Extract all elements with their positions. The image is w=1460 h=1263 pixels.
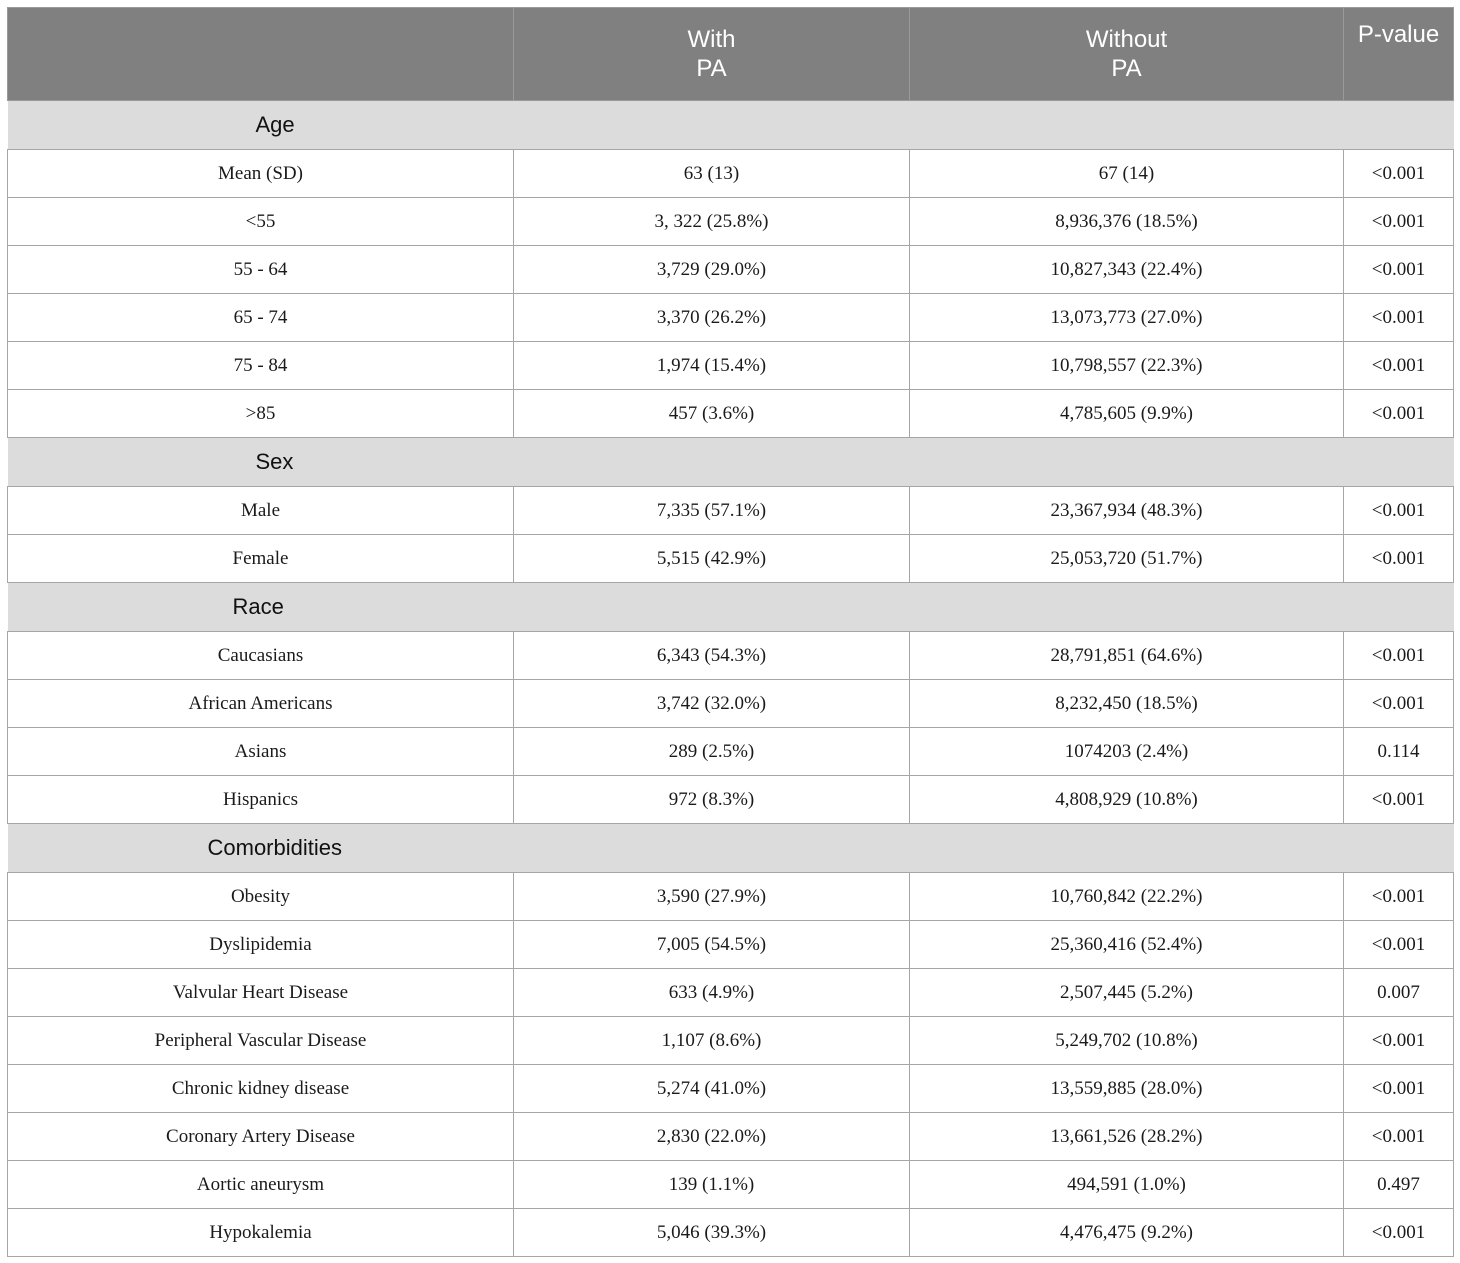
cell-without-pa: 2,507,445 (5.2%): [910, 969, 1344, 1017]
table-row: [8, 873, 1454, 921]
row-label: Coronary Artery Disease: [8, 1113, 514, 1161]
cell-p-value: <0.001: [1344, 632, 1454, 680]
cell-with-pa: 3,590 (27.9%): [514, 873, 910, 921]
row-label: >85: [8, 390, 514, 438]
section-title: Age: [255, 112, 295, 137]
cell-p-value: <0.001: [1344, 342, 1454, 390]
cell-p-value: <0.001: [1344, 390, 1454, 438]
cell-without-pa: 4,808,929 (10.8%): [910, 776, 1344, 824]
section-cell: [8, 101, 1454, 150]
cell-without-pa: 8,232,450 (18.5%): [910, 680, 1344, 728]
cell-with-pa: 6,343 (54.3%): [514, 632, 910, 680]
section-title: Comorbidities: [207, 835, 342, 860]
cell-without-pa: 23,367,934 (48.3%): [910, 487, 1344, 535]
cell-without-pa: 1074203 (2.4%): [910, 728, 1344, 776]
section-title: Race: [232, 594, 284, 619]
cell-with-pa: 63 (13): [514, 150, 910, 198]
table-row: [8, 294, 1454, 342]
cell-with-pa: 1,107 (8.6%): [514, 1017, 910, 1065]
table-row: [8, 1161, 1454, 1209]
table-body: [8, 101, 1454, 1257]
table-row: [8, 728, 1454, 776]
table-row: [8, 246, 1454, 294]
table-row: [8, 1065, 1454, 1113]
header-with-pa-line2: PA: [696, 55, 727, 82]
cell-p-value: <0.001: [1344, 1209, 1454, 1257]
section-cell: [8, 583, 1454, 632]
section-row: [8, 438, 1454, 487]
cell-without-pa: 5,249,702 (10.8%): [910, 1017, 1344, 1065]
cell-p-value: <0.001: [1344, 198, 1454, 246]
row-label: 75 - 84: [8, 342, 514, 390]
row-label: Valvular Heart Disease: [8, 969, 514, 1017]
cell-without-pa: 13,073,773 (27.0%): [910, 294, 1344, 342]
header-without-pa-line2: PA: [1111, 55, 1142, 82]
cell-p-value: <0.001: [1344, 487, 1454, 535]
section-cell: [8, 824, 1454, 873]
cell-with-pa: 633 (4.9%): [514, 969, 910, 1017]
table-row: [8, 390, 1454, 438]
cell-without-pa: 10,798,557 (22.3%): [910, 342, 1344, 390]
section-title: Sex: [255, 449, 294, 474]
cell-without-pa: 67 (14): [910, 150, 1344, 198]
row-label: <55: [8, 198, 514, 246]
cell-without-pa: 25,360,416 (52.4%): [910, 921, 1344, 969]
cell-with-pa: 7,335 (57.1%): [514, 487, 910, 535]
row-label: Aortic aneurysm: [8, 1161, 514, 1209]
cell-p-value: <0.001: [1344, 776, 1454, 824]
cell-with-pa: 139 (1.1%): [514, 1161, 910, 1209]
row-label: Peripheral Vascular Disease: [8, 1017, 514, 1065]
row-label: Male: [8, 487, 514, 535]
cell-p-value: <0.001: [1344, 1113, 1454, 1161]
cell-p-value: <0.001: [1344, 873, 1454, 921]
section-row: [8, 824, 1454, 873]
table-row: [8, 1113, 1454, 1161]
cell-without-pa: 8,936,376 (18.5%): [910, 198, 1344, 246]
header-label-column: [8, 8, 514, 101]
row-label: 55 - 64: [8, 246, 514, 294]
row-label: Hispanics: [8, 776, 514, 824]
cell-without-pa: 4,476,475 (9.2%): [910, 1209, 1344, 1257]
characteristics-table: [7, 7, 1454, 1257]
cell-without-pa: 25,053,720 (51.7%): [910, 535, 1344, 583]
cell-with-pa: 3,370 (26.2%): [514, 294, 910, 342]
table-row: [8, 1017, 1454, 1065]
cell-with-pa: 972 (8.3%): [514, 776, 910, 824]
row-label: Caucasians: [8, 632, 514, 680]
table-row: [8, 342, 1454, 390]
row-label: Hypokalemia: [8, 1209, 514, 1257]
row-label: Mean (SD): [8, 150, 514, 198]
cell-p-value: <0.001: [1344, 246, 1454, 294]
cell-without-pa: 4,785,605 (9.9%): [910, 390, 1344, 438]
cell-without-pa: 10,760,842 (22.2%): [910, 873, 1344, 921]
cell-p-value: <0.001: [1344, 921, 1454, 969]
cell-with-pa: 5,274 (41.0%): [514, 1065, 910, 1113]
cell-with-pa: 3,742 (32.0%): [514, 680, 910, 728]
header-row: [8, 8, 1454, 101]
cell-p-value: <0.001: [1344, 535, 1454, 583]
row-label: Chronic kidney disease: [8, 1065, 514, 1113]
header-without-pa-line1: Without: [1085, 26, 1168, 53]
row-label: 65 - 74: [8, 294, 514, 342]
table-row: [8, 535, 1454, 583]
cell-without-pa: 10,827,343 (22.4%): [910, 246, 1344, 294]
table-row: [8, 921, 1454, 969]
cell-p-value: <0.001: [1344, 150, 1454, 198]
header-p-value: P-value: [1344, 8, 1454, 101]
table-row: [8, 632, 1454, 680]
section-row: [8, 101, 1454, 150]
cell-with-pa: 7,005 (54.5%): [514, 921, 910, 969]
cell-with-pa: 2,830 (22.0%): [514, 1113, 910, 1161]
header-with-pa: [514, 8, 910, 101]
row-label: Female: [8, 535, 514, 583]
row-label: Asians: [8, 728, 514, 776]
table-row: [8, 680, 1454, 728]
table-row: [8, 969, 1454, 1017]
cell-without-pa: 28,791,851 (64.6%): [910, 632, 1344, 680]
cell-with-pa: 457 (3.6%): [514, 390, 910, 438]
cell-with-pa: 5,515 (42.9%): [514, 535, 910, 583]
header-with-pa-line1: With: [687, 26, 736, 53]
cell-p-value: 0.007: [1344, 969, 1454, 1017]
row-label: Dyslipidemia: [8, 921, 514, 969]
cell-with-pa: 5,046 (39.3%): [514, 1209, 910, 1257]
cell-p-value: 0.497: [1344, 1161, 1454, 1209]
cell-without-pa: 494,591 (1.0%): [910, 1161, 1344, 1209]
row-label: Obesity: [8, 873, 514, 921]
cell-with-pa: 1,974 (15.4%): [514, 342, 910, 390]
cell-without-pa: 13,559,885 (28.0%): [910, 1065, 1344, 1113]
cell-p-value: <0.001: [1344, 680, 1454, 728]
table-row: [8, 198, 1454, 246]
cell-with-pa: 289 (2.5%): [514, 728, 910, 776]
cell-with-pa: 3, 322 (25.8%): [514, 198, 910, 246]
cell-p-value: <0.001: [1344, 1065, 1454, 1113]
section-cell: [8, 438, 1454, 487]
table-row: [8, 776, 1454, 824]
cell-p-value: <0.001: [1344, 294, 1454, 342]
cell-p-value: <0.001: [1344, 1017, 1454, 1065]
section-row: [8, 583, 1454, 632]
cell-without-pa: 13,661,526 (28.2%): [910, 1113, 1344, 1161]
row-label: African Americans: [8, 680, 514, 728]
table-row: [8, 150, 1454, 198]
cell-p-value: 0.114: [1344, 728, 1454, 776]
table-row: [8, 487, 1454, 535]
table-row: [8, 1209, 1454, 1257]
cell-with-pa: 3,729 (29.0%): [514, 246, 910, 294]
header-without-pa: [910, 8, 1344, 101]
